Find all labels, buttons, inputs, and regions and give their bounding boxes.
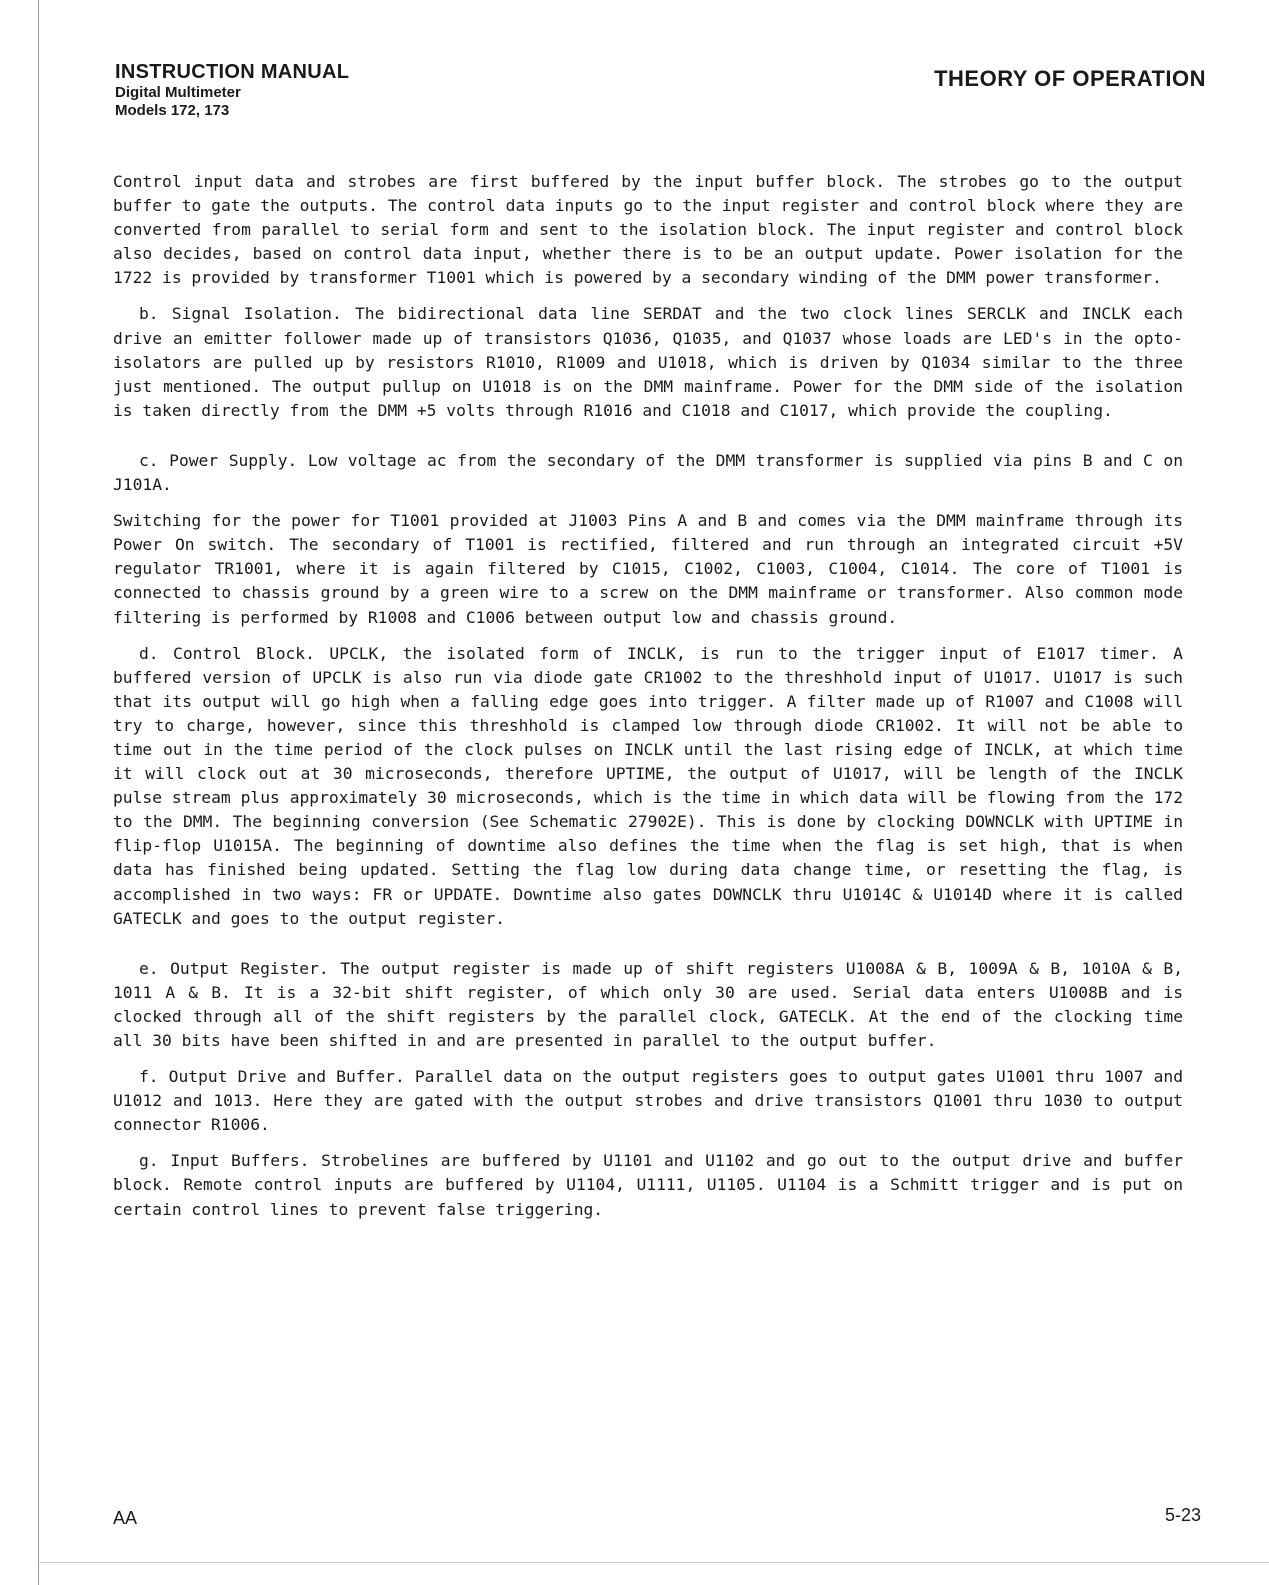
paragraph-output-drive: f. Output Drive and Buffer. Parallel data on the output registers goes to output gates U1001 thru 1007 and U1012 and 1013. Here they are gated with the output strobes and drive transistors Q1001 thru 1030 to output connector R1006. xyxy=(113,1067,1183,1135)
manual-title: INSTRUCTION MANUAL xyxy=(115,61,350,83)
product-name: Digital Multimeter xyxy=(115,84,241,101)
body-text xyxy=(113,170,1183,1234)
page-number: 5-23 xyxy=(1164,1505,1201,1525)
paragraph-intro: Control input data and strobes are first buffered by the input buffer block. The strobes go to the output buffer to gate the outputs. The control data inputs go to the input register and control block where they are converted from parallel to serial form and sent to the isolation block. The input register and control block also decides, based on control data input, whether there is to be an output update. Power isolation for the 1722 is provided by transformer T1001 which is powered by a secondary winding of the DMM power transformer. xyxy=(113,172,1183,288)
binding-edge-rule xyxy=(38,0,39,1585)
paragraph-output-register: e. Output Register. The output register is made up of shift registers U1008A & B, 1009A & B, 1010A & B, 1011 A & B. It is a 32-bit shift register, of which only 30 are used. Serial data enters U1008B and is clocked through all of the shift registers by the parallel clock, GATECLK. At the end of the clocking time all 30 bits have been shifted in and are presented in parallel to the output buffer. xyxy=(113,958,1183,1050)
paragraph-signal-isolation: b. Signal Isolation. The bidirectional data line SERDAT and the two clock lines SERCLK and INCLK each drive an emitter follower made up of transistors Q1036, Q1035, and Q1037 whose loads are LED's in the opto-isolators are pulled up by resistors R1010, R1009 and U1018, which is driven by Q1034 similar to the three just mentioned. The output pullup on U1018 is on the DMM mainframe. Power for the DMM side of the isolation is taken directly from the DMM +5 volts through R1016 and C1018 and C1017, which provide the coupling. xyxy=(113,304,1183,420)
footer-code: AA xyxy=(113,1508,138,1528)
paragraph-power-switching: Switching for the power for T1001 provided at J1003 Pins A and B and comes via the DMM mainframe through its Power On switch. The secondary of T1001 is rectified, filtered and run through an integrated circuit +5V regulator TR1001, where it is again filtered by C1015, C1002, C1003, C1004, C1014. The core of T1001 is connected to chassis ground by a green wire to a screw on the DMM mainframe or transformer. Also common mode filtering is performed by R1008 and C1006 between output low and chassis ground. xyxy=(113,511,1183,627)
paragraph-control-block: d. Control Block. UPCLK, the isolated form of INCLK, is run to the trigger input of E1017 timer. A buffered version of UPCLK is also run via diode gate CR1002 to the threshhold input of U1017. U1017 is such that its output will go high when a falling edge goes into trigger. A filter made up of R1007 and C1008 will try to charge, however, since this threshhold is clamped low through diode CR1002. It will not be able to time out in the time period of the clock pulses on INCLK until the last rising edge of INCLK, at which time it will clock out at 30 microseconds, therefore UPTIME, the output of U1017, will be length of the INCLK pulse stream plus approximately 30 microseconds, which is the time in which data will be flowing from the 172 to the DMM. The beginning conversion (See Schematic 27902E). This is done by clocking DOWNCLK with UPTIME in flip-flop U1015A. The beginning of downtime also defines the time when the flag is set high, that is when data has finished being updated. Setting the flag low during data change time, or resetting the flag, is accomplished in two ways: FR or UPDATE. Downtime also gates DOWNCLK thru U1014C & U1014D where it is called GATECLK and goes to the output register. xyxy=(113,643,1183,928)
section-title: THEORY OF OPERATION xyxy=(934,66,1206,91)
paragraph-input-buffers: g. Input Buffers. Strobelines are buffered by U1101 and U1102 and go out to the output drive and buffer block. Remote control inputs are buffered by U1104, U1111, U1105. U1104 is a Schmitt trigger and is put on certain control lines to prevent false triggering. xyxy=(113,1151,1183,1219)
bottom-edge-rule xyxy=(38,1562,1269,1563)
page-header xyxy=(115,60,349,120)
paragraph-power-supply: c. Power Supply. Low voltage ac from the secondary of the DMM transformer is supplied via pins B and C on J101A. xyxy=(113,450,1183,495)
model-numbers: Models 172, 173 xyxy=(115,102,230,119)
